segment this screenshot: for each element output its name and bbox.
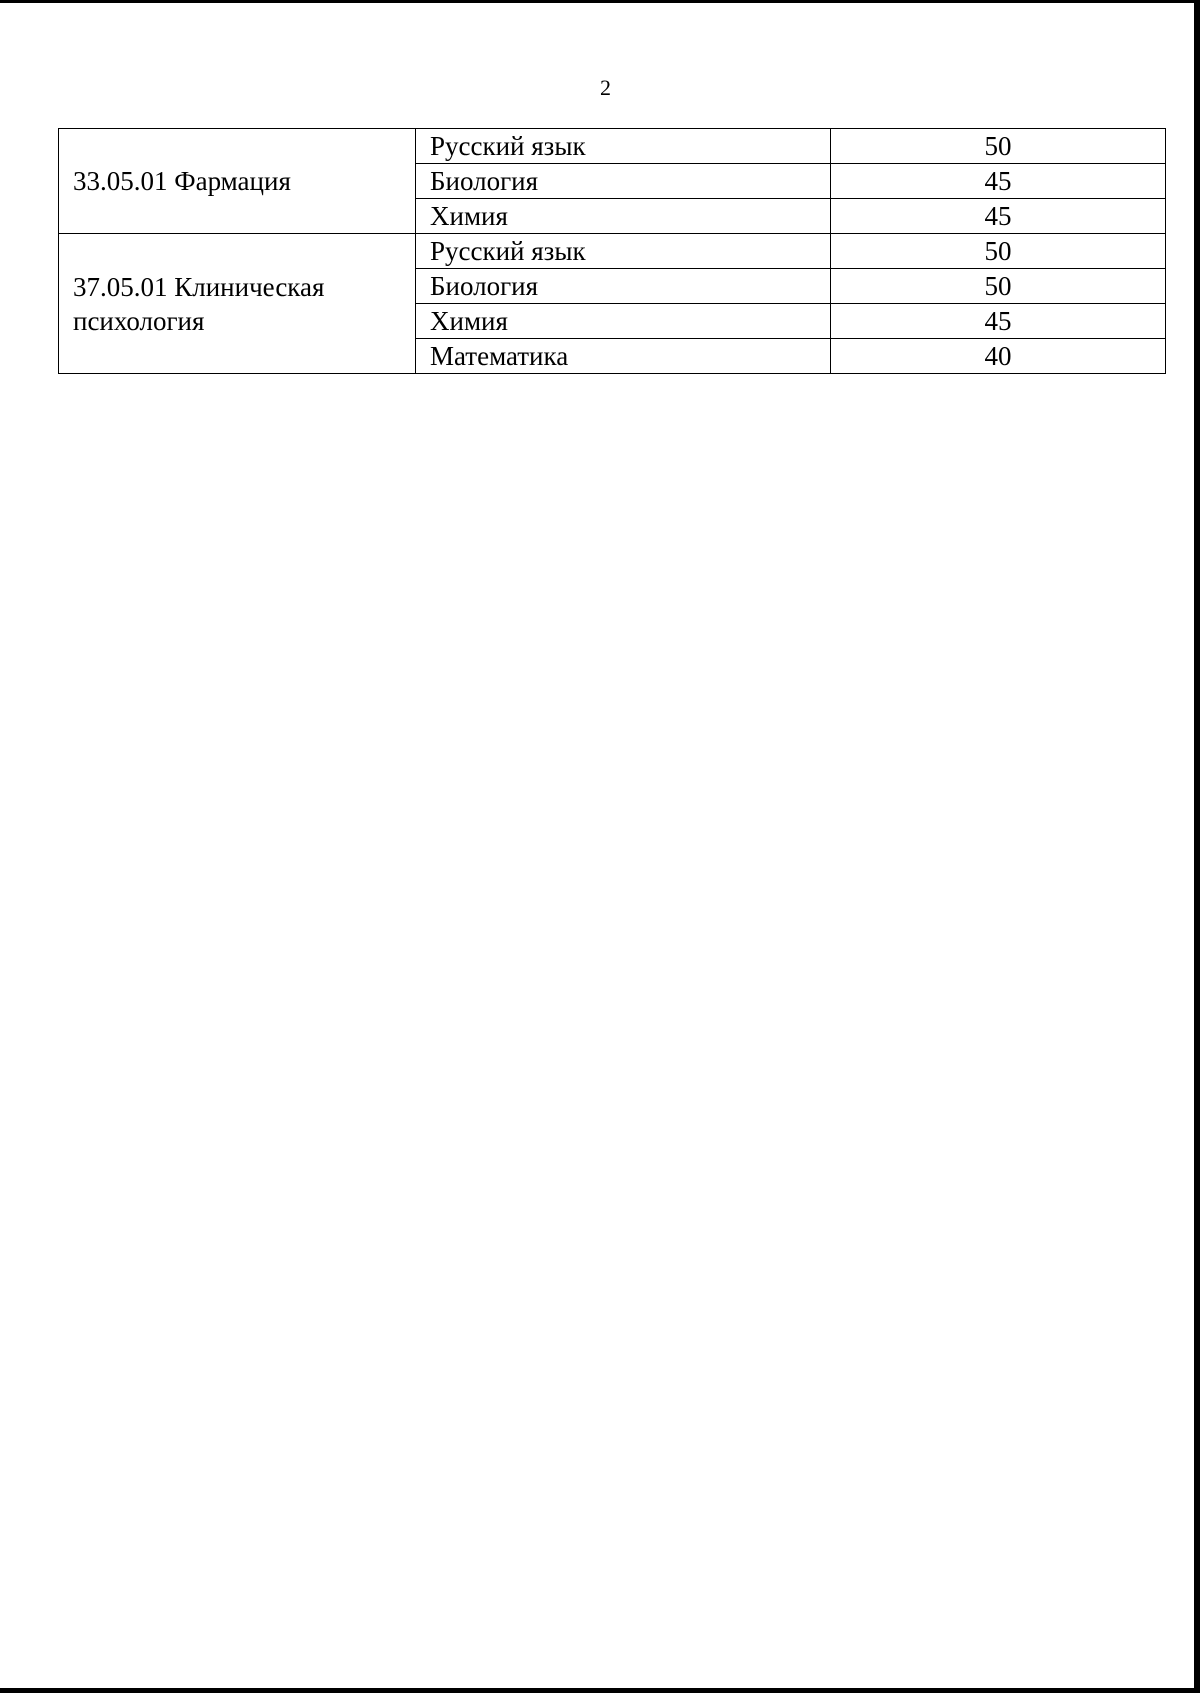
min-scores-table	[58, 128, 1166, 374]
subject-cell: Химия	[416, 199, 831, 234]
page-number: 2	[600, 75, 611, 100]
subject-cell: Русский язык	[416, 129, 831, 164]
specialty-cell	[59, 234, 416, 374]
score-cell: 50	[831, 234, 1166, 269]
subject-cell: Биология	[416, 164, 831, 199]
subject-cell: Математика	[416, 339, 831, 374]
table-row	[59, 129, 1166, 164]
subject-cell: Русский язык	[416, 234, 831, 269]
score-cell: 45	[831, 304, 1166, 339]
specialty-label: 37.05.01 Клиническая психология	[73, 271, 325, 336]
specialty-label: 33.05.01 Фармация	[73, 166, 291, 196]
table-row	[59, 234, 1166, 269]
document-page	[0, 3, 1194, 1688]
subject-cell: Химия	[416, 304, 831, 339]
subject-cell: Биология	[416, 269, 831, 304]
score-cell: 50	[831, 269, 1166, 304]
score-cell: 50	[831, 129, 1166, 164]
score-cell: 40	[831, 339, 1166, 374]
score-cell: 45	[831, 164, 1166, 199]
score-cell: 45	[831, 199, 1166, 234]
specialty-cell	[59, 129, 416, 234]
